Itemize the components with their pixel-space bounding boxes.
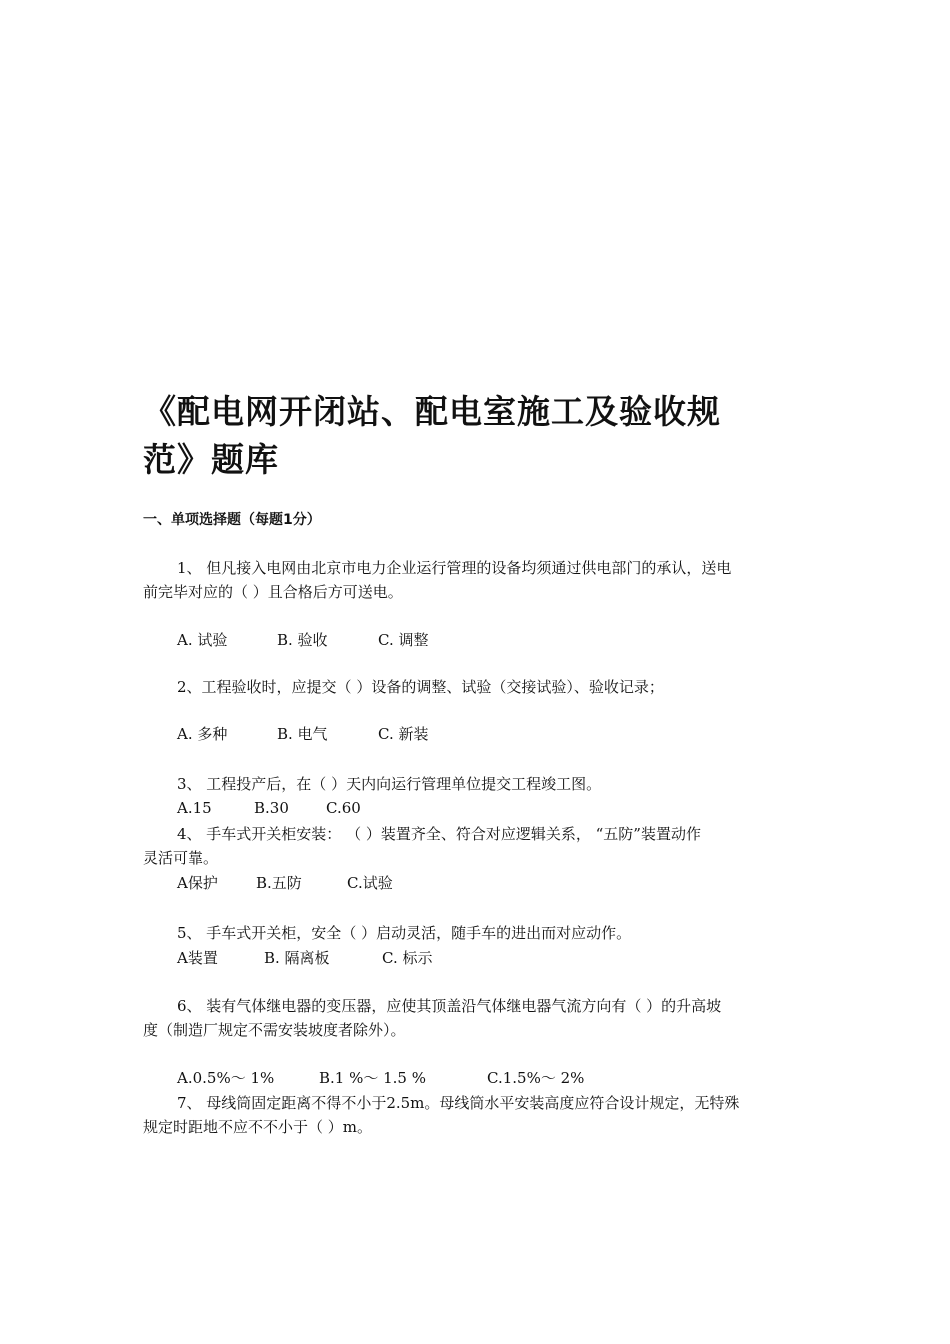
option-c: C.试验 [347,874,393,892]
question-3-text: 3、 工程投产后，在（ ）天内向运行管理单位提交工程竣工图。 [177,775,602,793]
option-c: C. 调整 [378,631,429,649]
question-2-text: 2、工程验收时，应提交（ ）设备的调整、试验（交接试验）、验收记录； [177,678,664,696]
option-c: C.60 [326,799,361,817]
option-b: B. 隔离板 [264,949,330,967]
option-a: A.15 [177,799,212,817]
question-1-options [177,628,428,652]
question-4-options [177,871,393,895]
question-4-text: 4、 手车式开关柜安装： （ ）装置齐全、符合对应逻辑关系， “五防”装置动作 [177,825,701,843]
question-6-options [177,1066,584,1090]
question-4-text-cont: 灵活可靠。 [143,849,219,867]
question-6-text: 6、 装有气体继电器的变压器，应使其顶盖沿气体继电器气流方向有（ ）的升高坡 [177,997,722,1015]
question-5-text: 5、 手车式开关柜，安全（ ）启动灵活，随手车的进出而对应动作。 [177,924,632,942]
question-6-text-cont: 度（制造厂规定不需安装坡度者除外）。 [143,1021,406,1039]
option-b: B.1 %～ 1.5 % [319,1069,426,1087]
option-a: A.0.5%～ 1% [177,1069,275,1087]
question-7-text-cont: 规定时距地不应不不小于（ ）m。 [143,1118,372,1136]
question-3-options [177,796,361,820]
option-a: A. 试验 [177,631,228,649]
question-5-options [177,946,432,970]
option-c: C. 新装 [378,725,429,743]
title-line-1: 《配电网开闭站、配电室施工及验收规 [143,392,721,431]
option-c: C.1.5%～ 2% [487,1069,585,1087]
option-b: B. 电气 [277,725,328,743]
question-1-text-cont: 前完毕对应的（ ）且合格后方可送电。 [143,583,403,601]
option-a: A保护 [177,874,218,892]
option-b: B. 验收 [277,631,328,649]
question-7-text: 7、 母线筒固定距离不得不小于2.5m。母线筒水平安装高度应符合设计规定，无特殊 [177,1094,740,1112]
title-line-2: 范》题库 [143,440,279,479]
option-c: C. 标示 [382,949,433,967]
question-2-options [177,722,428,746]
option-b: B.30 [254,799,289,817]
option-b: B.五防 [256,874,302,892]
document-title [143,388,823,484]
option-a: A. 多种 [177,725,228,743]
section-heading: 一、单项选择题（每题1分） [143,512,321,528]
question-1-text: 1、 但凡接入电网由北京市电力企业运行管理的设备均须通过供电部门的承认，送电 [177,559,732,577]
option-a: A装置 [177,949,218,967]
